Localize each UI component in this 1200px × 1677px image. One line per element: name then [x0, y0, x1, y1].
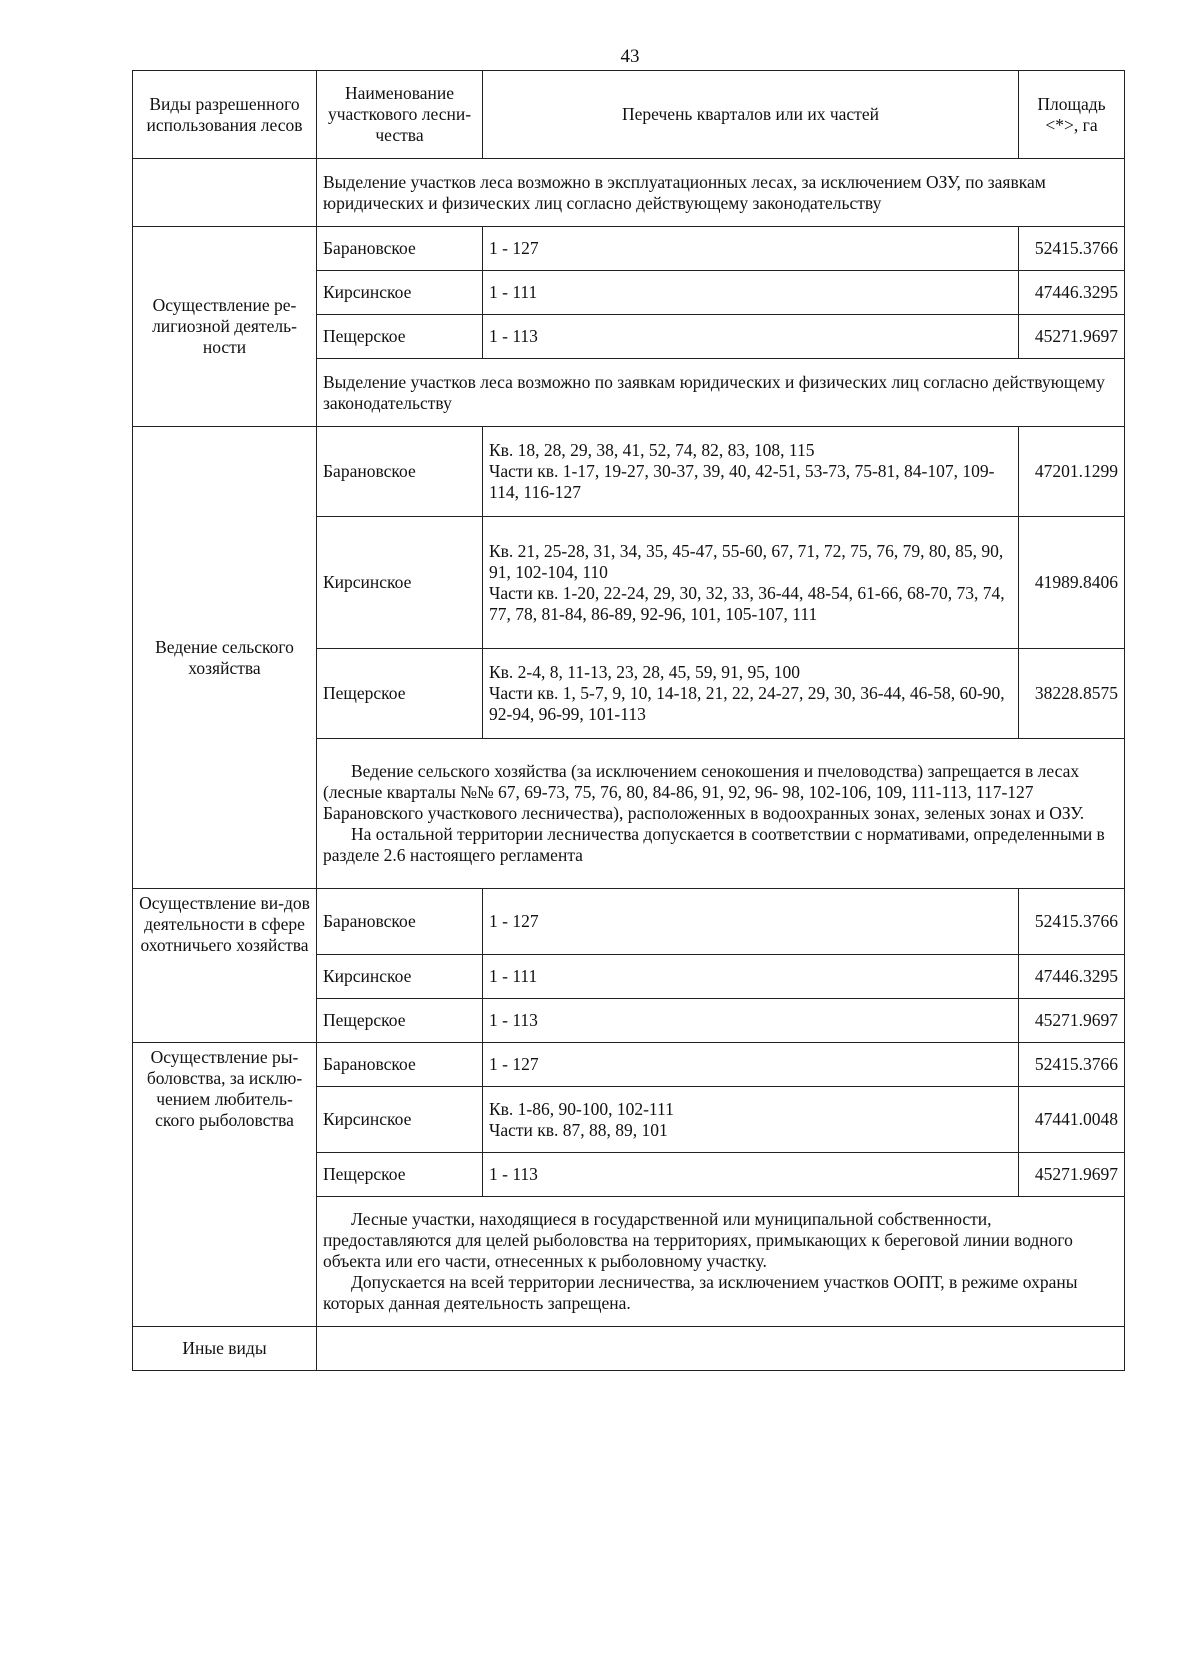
area: 47201.1299: [1019, 427, 1125, 517]
quarters: 1 - 127: [483, 1043, 1019, 1087]
forest-use-table: [132, 70, 1125, 1371]
forestry-name: Кирсинское: [317, 955, 483, 999]
quarters-full: Кв. 2-4, 8, 11-13, 23, 28, 45, 59, 91, 95, 100: [489, 662, 800, 682]
header-forestry-name: Наименование участкового лесни-чества: [317, 71, 483, 159]
quarters-parts: Части кв. 87, 88, 89, 101: [489, 1119, 668, 1140]
section0-note: Выделение участков леса возможно в эксплуатационных лесах, за исключением ОЗУ, по заявкам юридических и физических лиц согласно действующему законодательству: [317, 159, 1125, 227]
quarters: [483, 427, 1019, 517]
quarters: [483, 517, 1019, 649]
quarters-parts: Части кв. 1, 5-7, 9, 10, 14-18, 21, 22, 24-27, 29, 30, 36-44, 46-58, 60-90, 92-94, 96-99, 101-113: [489, 683, 1005, 724]
quarters-full: Кв. 1-86, 90-100, 102-111: [489, 1098, 674, 1119]
quarters: 1 - 127: [483, 889, 1019, 955]
forestry-name: Пещерское: [317, 649, 483, 739]
section5-empty: [317, 1327, 1125, 1371]
quarters: 1 - 113: [483, 315, 1019, 359]
quarters: 1 - 113: [483, 999, 1019, 1043]
page-number: 43: [620, 46, 640, 67]
section2-use-type: Ведение сельского хозяйства: [133, 427, 317, 889]
quarters: 1 - 111: [483, 271, 1019, 315]
area: 47441.0048: [1019, 1087, 1125, 1153]
table-row: [133, 227, 1125, 271]
area: 45271.9697: [1019, 315, 1125, 359]
section3-use-type: Осуществление ви-дов деятельности в сфере охотничьего хозяйства: [133, 889, 317, 1043]
forestry-name: Пещерское: [317, 1153, 483, 1197]
section4-note-paragraph: Допускается на всей территории лесничества, за исключением участков ООПТ, в режиме охраны которых данная деятельность запрещена.: [323, 1272, 1078, 1313]
table-row: [133, 1327, 1125, 1371]
section0-empty-type: [133, 159, 317, 227]
section2-note: [317, 739, 1125, 889]
section5-use-type: Иные виды: [133, 1327, 317, 1371]
quarters: 1 - 113: [483, 1153, 1019, 1197]
area: 52415.3766: [1019, 889, 1125, 955]
section2-note-paragraph: На остальной территории лесничества допускается в соответствии с нормативами, определенными в разделе 2.6 настоящего регламента: [323, 824, 1105, 865]
quarters-parts: Части кв. 1-20, 22-24, 29, 30, 32, 33, 36-44, 48-54, 61-66, 68-70, 73, 74, 77, 78, 81-84, 86-89, 92-96, 101, 105-107, 111: [489, 582, 1005, 624]
table-row: [133, 1043, 1125, 1087]
section2-note-paragraph: Ведение сельского хозяйства (за исключением сенокошения и пчеловодства) запрещается в лесах (лесные кварталы №№ 67, 69-73, 75, 76, 80, 84-86, 91, 92, 96- 98, 102-106, 109, 111-113, 117-127 Барановского участкового лесничества), расположенных в водоохранных зонах, зеленых зонах и ОЗУ.: [323, 761, 1085, 823]
header-use-type: Виды разрешенного использования лесов: [133, 71, 317, 159]
area: 52415.3766: [1019, 227, 1125, 271]
forestry-name: Кирсинское: [317, 1087, 483, 1153]
area: 47446.3295: [1019, 955, 1125, 999]
section4-note-paragraph: Лесные участки, находящиеся в государственной или муниципальной собственности, предоставляются для целей рыболовства на территориях, примыкающих к береговой линии водного объекта или его части, отнесенных к рыболовному участку.: [323, 1209, 1073, 1271]
area: 41989.8406: [1019, 517, 1125, 649]
forestry-name: Барановское: [317, 889, 483, 955]
area: 45271.9697: [1019, 999, 1125, 1043]
table-row: [133, 427, 1125, 517]
area: 38228.8575: [1019, 649, 1125, 739]
quarters-full: Кв. 18, 28, 29, 38, 41, 52, 74, 82, 83, 108, 115: [489, 440, 815, 460]
section1-note: Выделение участков леса возможно по заявкам юридических и физических лиц согласно действующему законодательству: [317, 359, 1125, 427]
table-header-row: [133, 71, 1125, 159]
forestry-name: Пещерское: [317, 999, 483, 1043]
forestry-name: Пещерское: [317, 315, 483, 359]
header-area: Площадь <*>, га: [1019, 71, 1125, 159]
quarters: 1 - 111: [483, 955, 1019, 999]
quarters-full: Кв. 21, 25-28, 31, 34, 35, 45-47, 55-60, 67, 71, 72, 75, 76, 79, 80, 85, 90, 91, 102-104, 110: [489, 540, 1004, 582]
quarters: 1 - 127: [483, 227, 1019, 271]
forestry-name: Барановское: [317, 427, 483, 517]
quarters-parts: Части кв. 1-17, 19-27, 30-37, 39, 40, 42-51, 53-73, 75-81, 84-107, 109-114, 116-127: [489, 461, 995, 502]
table-row: [133, 889, 1125, 955]
area: 47446.3295: [1019, 271, 1125, 315]
section1-use-type: Осуществление ре-лигиозной деятель-ности: [133, 227, 317, 427]
area: 45271.9697: [1019, 1153, 1125, 1197]
section4-note: [317, 1197, 1125, 1327]
forestry-name: Барановское: [317, 1043, 483, 1087]
forestry-name: Кирсинское: [317, 271, 483, 315]
quarters: [483, 649, 1019, 739]
forestry-name: Кирсинское: [317, 517, 483, 649]
quarters: [483, 1087, 1019, 1153]
header-quarters: Перечень кварталов или их частей: [483, 71, 1019, 159]
section4-use-type: Осуществление ры-боловства, за исклю-чением любитель-ского рыболовства: [133, 1043, 317, 1327]
forestry-name: Барановское: [317, 227, 483, 271]
area: 52415.3766: [1019, 1043, 1125, 1087]
section0-note-row: [133, 159, 1125, 227]
